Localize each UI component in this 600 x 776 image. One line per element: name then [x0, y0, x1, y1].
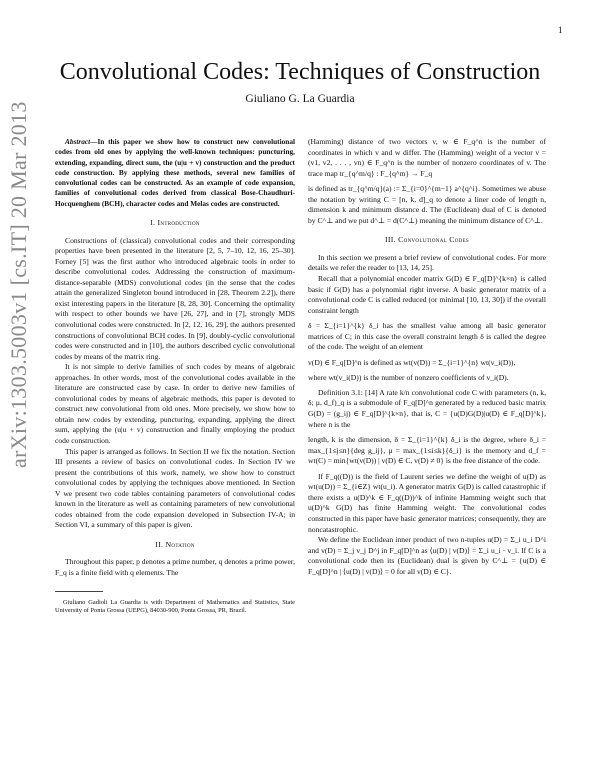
- author-footnote: Giuliano Gadioli La Guardia is with Department of Mathematics and Statistics, State University of Ponta Grossa (UEPG), 84030-900, Ponta Grossa, PR, Brazil.: [55, 598, 295, 614]
- intro-paragraph: It is not simple to derive families of such codes by means of algebraic approaches. In other words, most of the convolutional codes available in the literature are constructed case by case. In order to derive new families of convolutional codes by means of algebraic methods, this paper is devoted to construct new convolutional from old ones. More precisely, we show how to obtain new codes by extending, puncturing, expanding, applying the direct sum, applying the (u|u + v) construction and finally employing the product code construction.: [55, 362, 295, 446]
- laurent-paragraph: If F_q((D)) is the field of Laurent series we define the weight of u(D) as wt(u(D)) = Σ_{i∈Z} wt(u_i). A generator matrix G(D) is called catastrophic if there exists a u(D)^k ∈ F_q((D))^k of infinite Hamming weight such that u(D)^k G(D) has finite Hamming weight. The convolutional codes constructed in this paper have basic generator matrices; consequently, they are noncatastrophic.: [308, 471, 546, 534]
- section-heading-notation: II. Notation: [155, 539, 195, 549]
- notation-continued: (Hamming) distance of two vectors v, w ∈ F_q^n is the number of coordinates in which v and w differ. The (Hamming) weight of a vector v = (v1, v2, . . . , vn) ∈ F_q^n is the number of nonzero coordinates of v. The trace map tr_{q^m/q} : F_{q^m} → F_q: [308, 137, 546, 178]
- arxiv-stamp: arXiv:1303.5003v1 [cs.IT] 20 Mar 2013: [6, 101, 31, 468]
- degree-definition: δ = Σ_{i=1}^{k} δ_i has the smallest value among all basic generator matrices of C; in this case the overall constraint length δ is called the degree of the code. The weight of an element: [308, 321, 546, 352]
- page-number: 1: [558, 25, 563, 35]
- notation-paragraph: Throughout this paper, p denotes a prime number, q denotes a prime power, F_q is a finite field with q elements. The: [55, 557, 295, 578]
- section-heading-convolutional: III. Convolutional Codes: [384, 235, 469, 245]
- conv-paragraph: Recall that a polynomial encoder matrix G(D) ∈ F_q[D]^{k×n} is called basic if G(D) has a polynomial right inverse. A basic generator matrix of a convolutional code C is called reduced (or minimal [10, 13, 30]) if the overall constraint length: [308, 274, 546, 315]
- inner-product-paragraph: We define the Euclidean inner product of two n-tuples u(D) = Σ_i u_i D^i and v(D) = Σ_j v_j D^j in F_q[D]^n as ⟨u(D) | v(D)⟩ = Σ_i u_i · v_i. If C is a convolutional code then its (Euclidean) dual is given by C^⊥ = {u(D) ∈ F_q[D]^n | ⟨u(D) | v(D)⟩ = 0 for all v(D) ∈ C}.: [308, 535, 546, 576]
- intro-paragraph: Constructions of (classical) convolutional codes and their corresponding properties have been presented in the literature [2, 5, 7–10, 12, 16, 25–30]. Forney [5] was the first author who introduced algebraic tools in order to describe convolutional codes. Addressing the construction of maximum-distance-separable (MDS) convolutional codes (in the sense that the codes attain the generalized Singleton bound introduced in [28, Theorem 2.2]), there exist interesting papers in the literature [8, 28, 30]. Concerning the optimality with respect to other bounds we have [26, 27], and in [7], strongly MDS convolutional codes were constructed. In [2, 12, 16, 29], the authors presented constructions of convolutional BCH codes. In [9], doubly-cyclic convolutional codes were constructed and in [10], the authors described cyclic convolutional codes by means of the matrix ring.: [55, 235, 295, 361]
- intro-paragraph: This paper is arranged as follows. In Section II we fix the notation. Section III presents a review of basics on convolutional codes. In Section IV we present the contributions of this work, namely, we show how to construct convolutional codes by applying the techniques above mentioned. In Section V we present two code tables containing parameters of convolutional codes known in the literature as well as containing parameters of new convolutional codes obtained from the code expansion developed in Subsection IV-A; in Section VI, a summary of this paper is given.: [55, 446, 295, 530]
- footnote-rule: [55, 591, 103, 592]
- trace-definition: is defined as tr_{q^m/q}(a) := Σ_{i=0}^{m−1} a^{q^i}. Sometimes we abuse the notation by writing C = [n, k, d]_q to denote a liner code of length n, dimension k and minimum distance d. The (Euclidean) dual of C is denoted by C^⊥ and we put d^⊥ = d(C^⊥) meaning the minimum distance of C^⊥.: [308, 184, 546, 225]
- weight-explanation: where wt(v_i(D)) is the number of nonzero coefficients of v_i(D).: [308, 373, 509, 383]
- conv-paragraph: In this section we present a brief review of convolutional codes. For more details we refer the reader to [13, 14, 25].: [308, 252, 546, 273]
- section-heading-introduction: I. Introduction: [150, 218, 200, 228]
- left-column: [55, 137, 295, 615]
- definition-3-1: Definition 3.1: [14] A rate k/n convolutional code C with parameters (n, k, δ; μ, d_f)_q is a submodule of F_q[D]^n generated by a reduced basic matrix G(D) = (g_ij) ∈ F_q[D]^{k×n}, that is, C = {u(D)G(D)|u(D) ∈ F_q[D]^k}, where n is the: [308, 387, 546, 429]
- abstract: [55, 137, 295, 209]
- weight-definition: v(D) ∈ F_q[D]^n is defined as wt(v(D)) = Σ_{i=1}^{n} wt(v_i(D)),: [308, 357, 516, 367]
- paper-title: Convolutional Codes: Techniques of Construction: [59, 59, 541, 85]
- right-column: [308, 137, 546, 577]
- author-line: Giuliano G. La Guardia: [245, 93, 355, 105]
- abstract-label: Abstract: [65, 137, 91, 146]
- abstract-text: —In this paper we show how to construct new convolutional codes from old ones by applying the well-known techniques: puncturing, extending, expanding, direct sum, the (u|u + v) construction and the product code construction. By applying these methods, several new families of convolutional codes can be constructed. As an example of code expansion, families of convolutional codes derived from classical Bose-Chaudhuri-Hocquenghem (BCH), character codes and Melas codes are constructed.: [55, 137, 295, 208]
- definition-3-1-continued: length, k is the dimension, δ = Σ_{i=1}^{k} δ_i is the degree, where δ_i = max_{1≤j≤n}{deg g_ij}, μ = max_{1≤i≤k}{δ_i} is the memory and d_f = wt(C) = min{wt(v(D)) | v(D) ∈ C, v(D) ≠ 0} is the free distance of the code.: [308, 435, 546, 466]
